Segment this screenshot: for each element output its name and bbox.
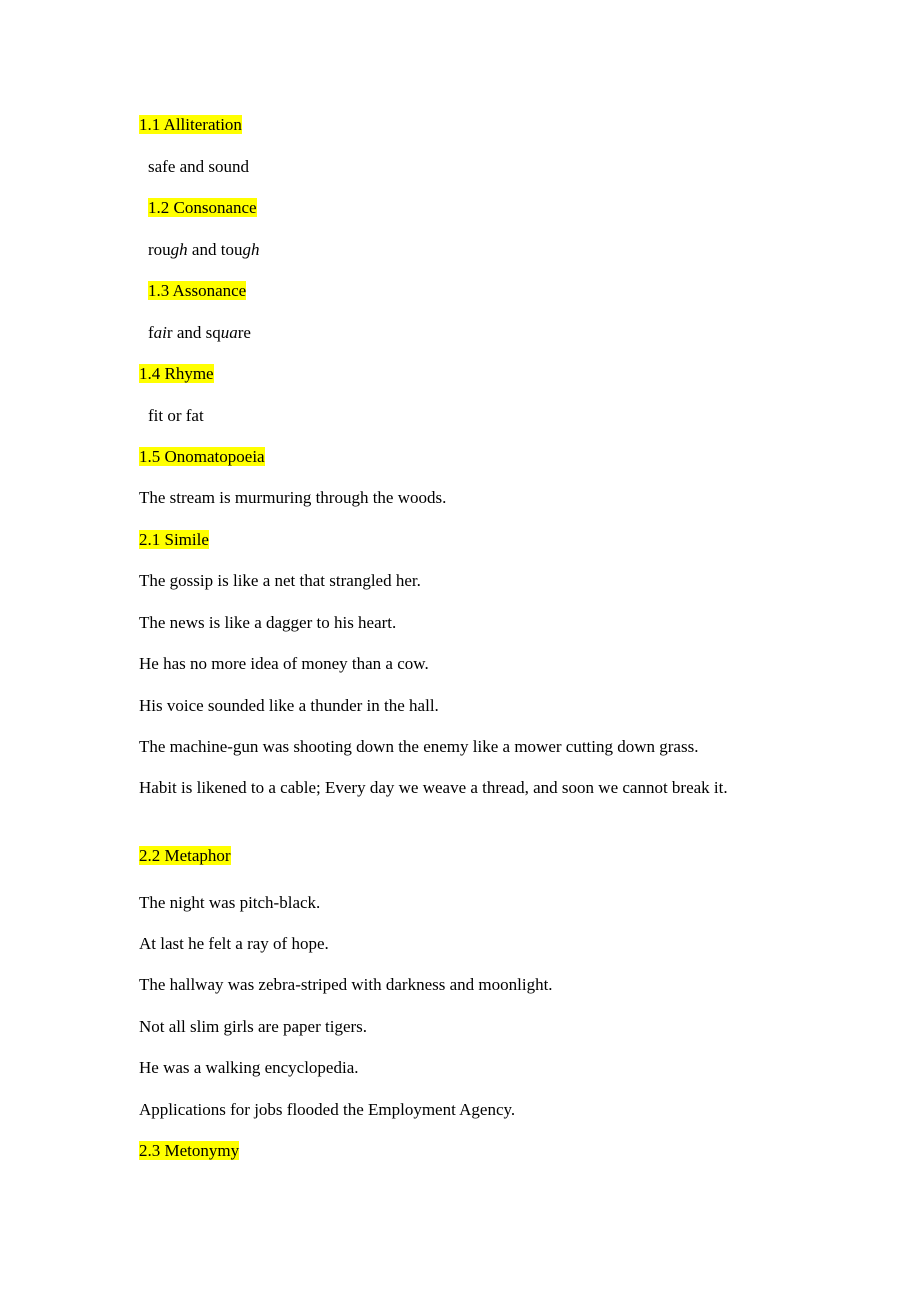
example-simile: He has no more idea of money than a cow. (139, 654, 429, 673)
heading-alliteration (139, 114, 242, 136)
example-consonance (148, 239, 259, 261)
example-simile: Habit is likened to a cable; Every day we weave a thread, and soon we cannot break it. (139, 778, 728, 797)
example-metaphor: The night was pitch-black. (139, 893, 321, 912)
example-part-italic: gh (170, 240, 188, 259)
heading-text: 1.3 Assonance (148, 281, 247, 300)
example-metaphor: Not all slim girls are paper tigers. (139, 1017, 368, 1036)
example-part: rou (148, 240, 171, 259)
example-simile: The gossip is like a net that strangled her. (139, 571, 421, 590)
example-part: re (237, 323, 251, 342)
heading-text: 1.4 Rhyme (139, 364, 214, 383)
example-part-italic: ua (220, 323, 238, 342)
heading-text: 2.1 Simile (139, 530, 209, 549)
heading-text: 1.2 Consonance (148, 198, 257, 217)
example-part-italic: ai (153, 323, 167, 342)
example-assonance (148, 322, 251, 344)
heading-consonance (148, 197, 257, 219)
heading-onomatopoeia (139, 446, 265, 468)
heading-text: 2.3 Metonymy (139, 1141, 240, 1160)
example-part: r and sq (166, 323, 221, 342)
heading-text: 1.1 Alliteration (139, 115, 242, 134)
example-metaphor: At last he felt a ray of hope. (139, 934, 329, 953)
heading-text: 2.2 Metaphor (139, 846, 231, 865)
heading-rhyme (139, 363, 214, 385)
example-part: and tou (187, 240, 243, 259)
heading-metaphor (139, 845, 231, 867)
example-metaphor: The hallway was zebra-striped with darkness and moonlight. (139, 975, 553, 994)
heading-simile (139, 529, 209, 551)
example-simile: His voice sounded like a thunder in the hall. (139, 696, 439, 715)
heading-assonance (148, 280, 246, 302)
heading-metonymy (139, 1140, 239, 1162)
example-alliteration: safe and sound (148, 157, 250, 176)
example-simile: The machine-gun was shooting down the enemy like a mower cutting down grass. (139, 737, 699, 756)
example-onomatopoeia: The stream is murmuring through the woods. (139, 488, 447, 507)
example-rhyme: fit or fat (148, 406, 204, 425)
example-part: f (148, 323, 154, 342)
example-simile: The news is like a dagger to his heart. (139, 613, 397, 632)
example-metaphor: He was a walking encyclopedia. (139, 1058, 359, 1077)
heading-text: 1.5 Onomatopoeia (139, 447, 265, 466)
example-metaphor: Applications for jobs flooded the Employment Agency. (139, 1100, 516, 1119)
example-part-italic: gh (242, 240, 260, 259)
